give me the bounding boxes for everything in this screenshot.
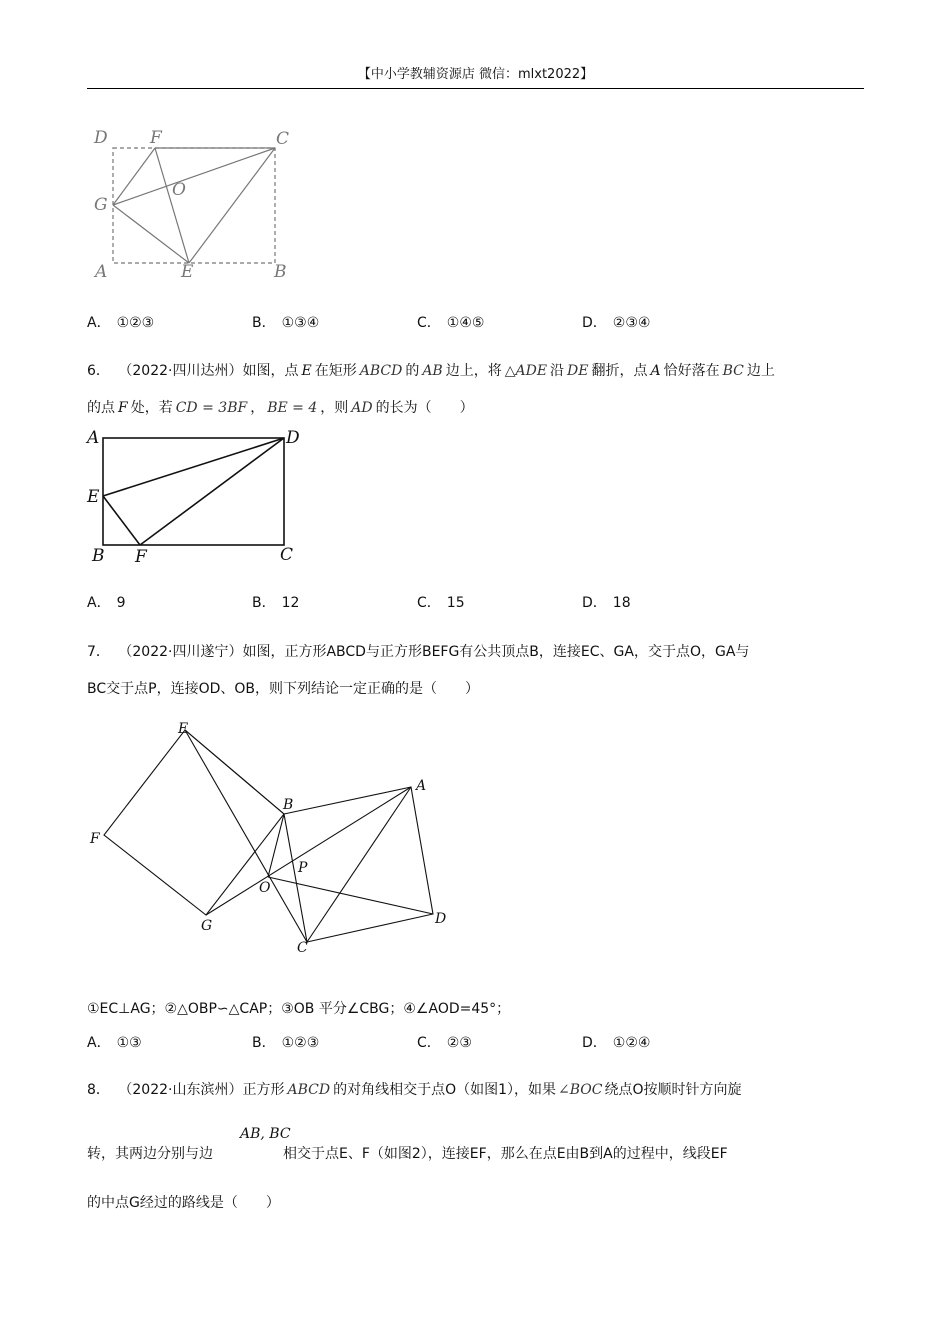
label-G: G bbox=[94, 195, 108, 215]
label-F: F bbox=[150, 128, 162, 148]
figure-two-squares bbox=[86, 716, 466, 966]
label-D: D bbox=[435, 911, 447, 927]
figure-rectangle-fold bbox=[86, 424, 316, 574]
q5-option-d[interactable]: D． ②③④ bbox=[582, 315, 651, 331]
label-B: B bbox=[92, 546, 105, 566]
q8-line-2: 转，其两边分别与边 相交于点E、F（如图2），连接EF，那么在点E由B到A的过程中，线段EF bbox=[87, 1146, 728, 1162]
q6-option-d[interactable]: D． 18 bbox=[582, 595, 631, 611]
label-O: O bbox=[259, 880, 271, 896]
q6-line-2: 的点 F 处，若 CD = 3BF ， BE = 4 ，则 AD 的长为（ ） bbox=[87, 400, 474, 416]
q8-line-1: 8． （2022·山东滨州）正方形 ABCD 的对角线相交于点O（如图1），如果 ∠BOC 绕点O按顺时针方向旋 bbox=[87, 1082, 742, 1098]
label-C: C bbox=[297, 940, 308, 956]
q6-options bbox=[87, 592, 847, 614]
label-D: D bbox=[286, 428, 300, 448]
q7-conclusions: ①EC⊥AG；②△OBP∽△CAP；③OB 平分∠CBG；④∠AOD=45°； bbox=[87, 1001, 511, 1017]
label-O: O bbox=[172, 180, 186, 200]
label-E: E bbox=[178, 721, 189, 737]
q6-line-1: 6． （2022·四川达州）如图，点 E 在矩形 ABCD 的 AB 边上，将 △ADE 沿 DE 翻折，点 A 恰好落在 BC 边上 bbox=[87, 363, 775, 379]
q8-line-3: 的中点G经过的路线是（ ） bbox=[87, 1195, 280, 1211]
label-F: F bbox=[90, 831, 100, 847]
q7-option-a[interactable]: A． ①③ bbox=[87, 1035, 142, 1051]
q6-option-c[interactable]: C． 15 bbox=[417, 595, 465, 611]
q7-option-d[interactable]: D． ①②④ bbox=[582, 1035, 651, 1051]
label-P: P bbox=[298, 860, 308, 876]
q5-option-a[interactable]: A． ①②③ bbox=[87, 315, 155, 331]
label-C: C bbox=[280, 545, 294, 565]
header-text: 【中小学教辅资源店 微信：mlxt2022】 bbox=[357, 67, 594, 82]
label-D: D bbox=[94, 128, 108, 148]
q7-option-c[interactable]: C． ②③ bbox=[417, 1035, 472, 1051]
label-B: B bbox=[274, 262, 287, 282]
label-C: C bbox=[276, 129, 290, 149]
label-F: F bbox=[135, 547, 147, 567]
q6-option-b[interactable]: B． 12 bbox=[252, 595, 300, 611]
q5-options bbox=[87, 312, 847, 334]
label-A: A bbox=[416, 778, 427, 794]
q7-line-1: 7． （2022·四川遂宁）如图，正方形ABCD与正方形BEFG有公共顶点B，连接EC、GA，交于点O，GA与 bbox=[87, 644, 750, 660]
label-A: A bbox=[95, 262, 108, 282]
q5-option-b[interactable]: B． ①③④ bbox=[252, 315, 320, 331]
q7-options bbox=[87, 1032, 847, 1054]
q6-option-a[interactable]: A． 9 bbox=[87, 595, 126, 611]
label-G: G bbox=[201, 918, 213, 934]
figure-quadrilateral-rectangle bbox=[88, 125, 298, 285]
q5-option-c[interactable]: C． ①④⑤ bbox=[417, 315, 485, 331]
label-E: E bbox=[87, 487, 100, 507]
q7-option-b[interactable]: B． ①②③ bbox=[252, 1035, 320, 1051]
q7-line-2: BC交于点P，连接OD、OB，则下列结论一定正确的是（ ） bbox=[87, 681, 479, 697]
page-header bbox=[87, 64, 864, 89]
label-A: A bbox=[87, 428, 100, 448]
label-E: E bbox=[181, 262, 194, 282]
label-B: B bbox=[283, 797, 294, 813]
q8-edges-ab-bc: AB, BC bbox=[240, 1126, 291, 1142]
